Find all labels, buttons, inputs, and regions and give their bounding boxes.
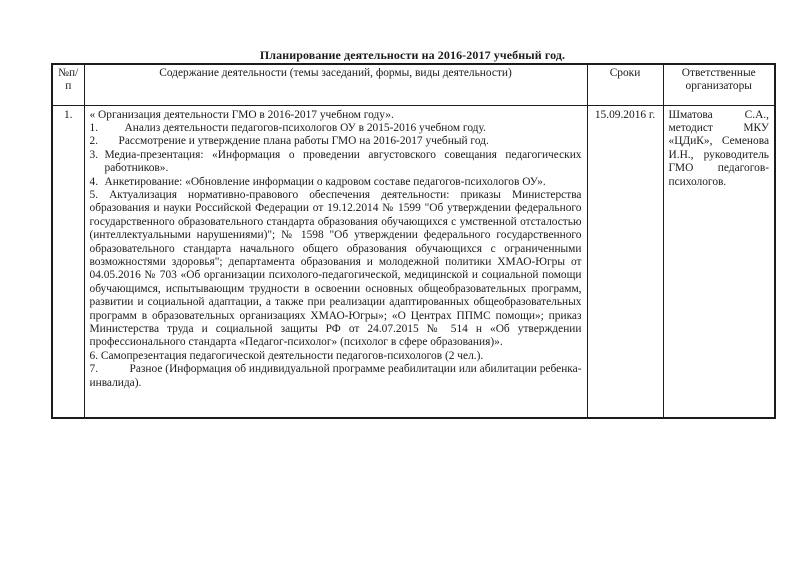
activity-list	[90, 109, 582, 391]
activity-item: 5. Актуализация нормативно-правового обеспечения деятельности: приказы Министерства образования и науки Российской Федерации от 19.12.2014 № 1599 "Об утверждении федерального государственного образовательного стандарта образования обучающихся с умственной отсталостью (интеллектуальными нарушениями)"; № 1598 "Об утверждении федерального государственного образовательного стандарта начального общего образования обучающихся с ограниченными возможностями здоровья"; департамента образования и молодежной политики ХМАО-Югры от 04.05.2016 № 703 «Об организации психолого-педагогической, медицинской и социальной помощи обучающимся, испытывающим трудности в освоении основных общеобразовательных программ, развитии и социальной адаптации, а также при реализации адаптированных общеобразовательных программ в образовательных организациях ХМАО-Югры»; «О Центрах ППМС помощи»; приказ Министерства труда и социальной защиты РФ от 24.07.2015 № 514 н «Об утверждении профессионального стандарта «Педагог-психолог» (психолог в сфере образования)».	[89, 188, 582, 349]
header-cell-responsible: Ответственные организаторы	[663, 64, 775, 105]
planning-table	[51, 63, 776, 419]
document-title: Планирование деятельности на 2016-2017 учебный год.	[259, 48, 566, 62]
header-cell-dates: Сроки	[587, 64, 663, 105]
activity-item-number: 7.	[89, 363, 99, 376]
header-cell-num: №п/п	[52, 64, 84, 105]
header-row	[52, 64, 775, 105]
row-dates-cell: 15.09.2016 г.	[587, 105, 663, 418]
header-cell-content: Содержание деятельности (темы заседаний, формы, виды деятельности)	[84, 64, 587, 105]
activity-item: 4. Анкетирование: «Обновление информации о кадровом составе педагогов-психологов ОУ».	[89, 175, 546, 188]
activity-item-number: 1.	[89, 121, 99, 134]
activity-item: 3. Медиа-презентация: «Информация о проведении августовского совещания педагогических работников».	[89, 148, 582, 175]
row-content-cell	[84, 105, 587, 418]
activity-item-number: 4.	[89, 175, 99, 188]
row-responsible-cell: Шматова С.А., методист МКУ «ЦДиК», Семенова И.Н., руководитель ГМО педагогов-психологов.	[663, 105, 775, 418]
activity-item: 2. Рассмотрение и утверждение плана работы ГМО на 2016-2017 учебный год.	[89, 135, 489, 148]
table-row	[52, 105, 775, 418]
activity-item-number: 3.	[89, 148, 99, 161]
activity-item: « Организация деятельности ГМО в 2016-2017 учебном году».	[89, 108, 394, 121]
activity-item: 7. Разное (Информация об индивидуальной программе реабилитации или абилитации ребенка-инвалида).	[89, 363, 582, 389]
activity-item: 6. Самопрезентация педагогической деятельности педагогов-психологов (2 чел.).	[89, 349, 484, 362]
activity-item-number: 2.	[89, 135, 99, 148]
activity-item: 1. Анализ деятельности педагогов-психологов ОУ в 2015-2016 учебном году.	[89, 121, 486, 134]
row-number-cell: 1.	[52, 105, 84, 418]
